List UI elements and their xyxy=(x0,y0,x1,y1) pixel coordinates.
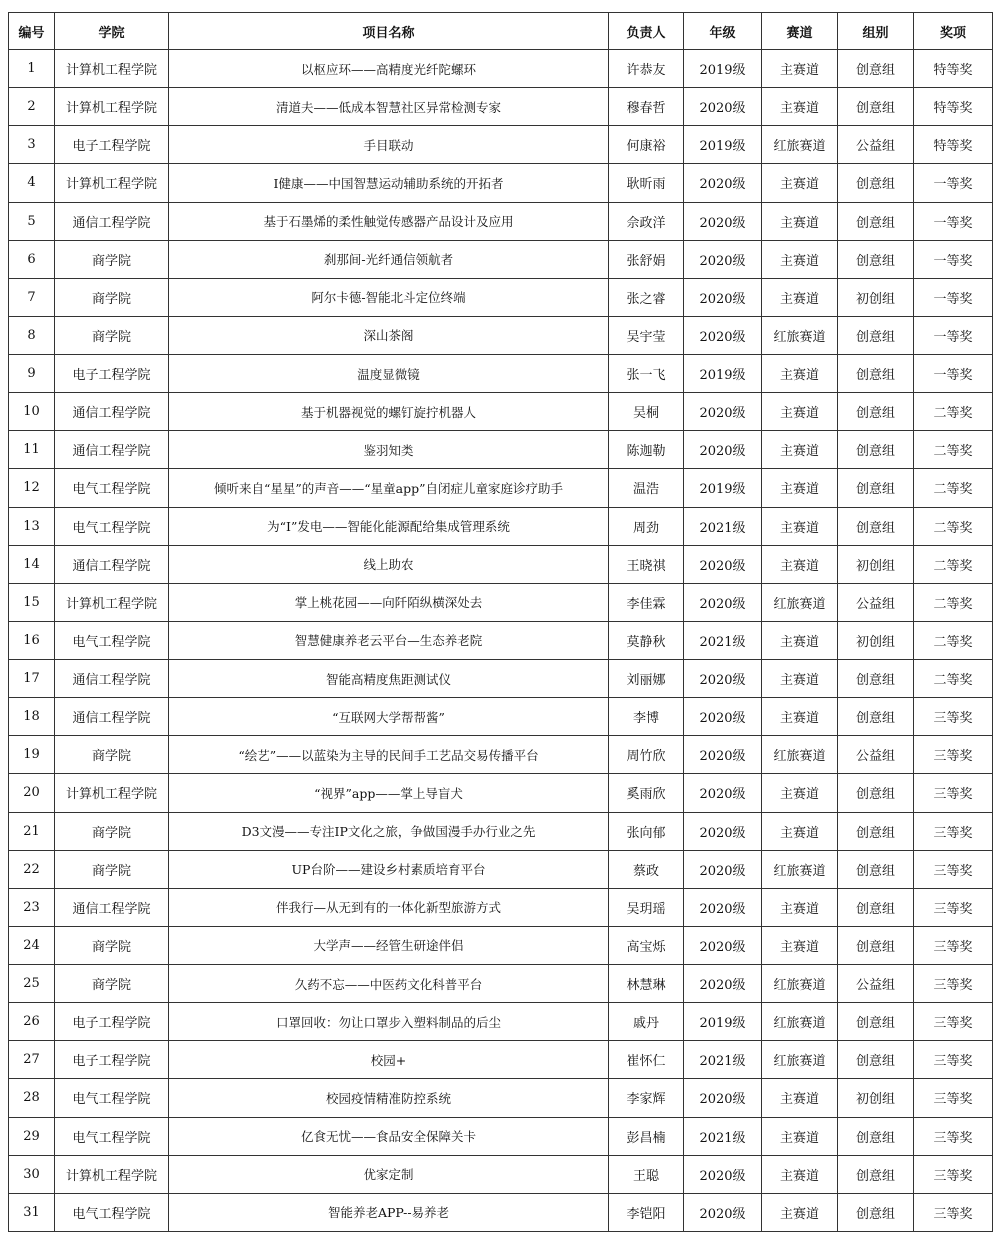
table-row xyxy=(9,1193,993,1231)
cell-grade: 2020级 xyxy=(684,240,762,278)
cell-project-name: 校园+ xyxy=(169,1041,609,1079)
cell-project-name: 优家定制 xyxy=(169,1155,609,1193)
cell-project-name: 基于机器视觉的螺钉旋拧机器人 xyxy=(169,393,609,431)
cell-grade: 2020级 xyxy=(684,202,762,240)
cell-track: 主赛道 xyxy=(762,88,838,126)
cell-college: 电气工程学院 xyxy=(55,1117,169,1155)
cell-award: 一等奖 xyxy=(914,240,993,278)
table-row xyxy=(9,926,993,964)
cell-project-name: 基于石墨烯的柔性触觉传感器产品设计及应用 xyxy=(169,202,609,240)
cell-index: 27 xyxy=(9,1041,55,1079)
table-row xyxy=(9,1041,993,1079)
cell-group: 公益组 xyxy=(838,736,914,774)
cell-grade: 2020级 xyxy=(684,774,762,812)
table-row xyxy=(9,583,993,621)
cell-project-name: 刹那间-光纤通信领航者 xyxy=(169,240,609,278)
cell-grade: 2021级 xyxy=(684,1117,762,1155)
cell-index: 28 xyxy=(9,1079,55,1117)
cell-grade: 2020级 xyxy=(684,926,762,964)
header-award: 奖项 xyxy=(914,13,993,50)
cell-index: 3 xyxy=(9,126,55,164)
cell-award: 一等奖 xyxy=(914,355,993,393)
header-leader: 负责人 xyxy=(609,13,684,50)
table-row xyxy=(9,888,993,926)
table-row xyxy=(9,698,993,736)
cell-track: 主赛道 xyxy=(762,774,838,812)
cell-leader: 李铠阳 xyxy=(609,1193,684,1231)
cell-award: 二等奖 xyxy=(914,469,993,507)
cell-college: 通信工程学院 xyxy=(55,660,169,698)
table-row xyxy=(9,316,993,354)
cell-track: 主赛道 xyxy=(762,278,838,316)
cell-group: 创意组 xyxy=(838,50,914,88)
cell-leader: 李佳霖 xyxy=(609,583,684,621)
cell-college: 电子工程学院 xyxy=(55,1041,169,1079)
cell-grade: 2020级 xyxy=(684,660,762,698)
cell-group: 初创组 xyxy=(838,278,914,316)
cell-leader: 穆春哲 xyxy=(609,88,684,126)
cell-project-name: 阿尔卡德-智能北斗定位终端 xyxy=(169,278,609,316)
cell-grade: 2020级 xyxy=(684,888,762,926)
cell-index: 29 xyxy=(9,1117,55,1155)
cell-track: 红旅赛道 xyxy=(762,850,838,888)
cell-award: 二等奖 xyxy=(914,583,993,621)
header-index: 编号 xyxy=(9,13,55,50)
cell-college: 通信工程学院 xyxy=(55,888,169,926)
cell-group: 创意组 xyxy=(838,1155,914,1193)
cell-college: 通信工程学院 xyxy=(55,393,169,431)
cell-leader: 刘丽娜 xyxy=(609,660,684,698)
cell-leader: 耿昕雨 xyxy=(609,164,684,202)
table-row xyxy=(9,736,993,774)
cell-index: 24 xyxy=(9,926,55,964)
cell-leader: 周竹欣 xyxy=(609,736,684,774)
table-row xyxy=(9,1155,993,1193)
cell-project-name: I健康——中国智慧运动辅助系统的开拓者 xyxy=(169,164,609,202)
cell-index: 13 xyxy=(9,507,55,545)
cell-grade: 2020级 xyxy=(684,1193,762,1231)
cell-college: 计算机工程学院 xyxy=(55,164,169,202)
cell-track: 主赛道 xyxy=(762,1117,838,1155)
cell-project-name: 智能高精度焦距测试仪 xyxy=(169,660,609,698)
cell-index: 7 xyxy=(9,278,55,316)
cell-grade: 2020级 xyxy=(684,965,762,1003)
cell-award: 二等奖 xyxy=(914,507,993,545)
cell-index: 11 xyxy=(9,431,55,469)
table-row xyxy=(9,621,993,659)
cell-award: 三等奖 xyxy=(914,888,993,926)
cell-grade: 2020级 xyxy=(684,1155,762,1193)
cell-index: 19 xyxy=(9,736,55,774)
cell-group: 创意组 xyxy=(838,812,914,850)
cell-project-name: 以枢应环——高精度光纤陀螺环 xyxy=(169,50,609,88)
cell-award: 二等奖 xyxy=(914,545,993,583)
cell-college: 电子工程学院 xyxy=(55,126,169,164)
table-row xyxy=(9,88,993,126)
cell-award: 特等奖 xyxy=(914,50,993,88)
cell-award: 三等奖 xyxy=(914,1003,993,1041)
header-grade: 年级 xyxy=(684,13,762,50)
cell-grade: 2020级 xyxy=(684,698,762,736)
cell-college: 商学院 xyxy=(55,850,169,888)
table-row xyxy=(9,812,993,850)
cell-college: 电气工程学院 xyxy=(55,621,169,659)
table-row xyxy=(9,164,993,202)
cell-group: 创意组 xyxy=(838,1117,914,1155)
cell-track: 主赛道 xyxy=(762,202,838,240)
cell-grade: 2020级 xyxy=(684,1079,762,1117)
cell-award: 三等奖 xyxy=(914,1079,993,1117)
cell-track: 主赛道 xyxy=(762,698,838,736)
cell-group: 创意组 xyxy=(838,888,914,926)
cell-index: 16 xyxy=(9,621,55,659)
cell-index: 12 xyxy=(9,469,55,507)
cell-project-name: 大学声——经管生研途伴侣 xyxy=(169,926,609,964)
cell-project-name: 鉴羽知类 xyxy=(169,431,609,469)
cell-group: 创意组 xyxy=(838,698,914,736)
cell-project-name: 智慧健康养老云平台—生态养老院 xyxy=(169,621,609,659)
cell-group: 公益组 xyxy=(838,126,914,164)
table-row xyxy=(9,1079,993,1117)
cell-group: 创意组 xyxy=(838,507,914,545)
cell-group: 创意组 xyxy=(838,774,914,812)
cell-leader: 许恭友 xyxy=(609,50,684,88)
table-row xyxy=(9,50,993,88)
cell-track: 主赛道 xyxy=(762,1079,838,1117)
cell-project-name: 掌上桃花园——向阡陌纵横深处去 xyxy=(169,583,609,621)
cell-index: 6 xyxy=(9,240,55,278)
cell-leader: 蔡政 xyxy=(609,850,684,888)
cell-track: 主赛道 xyxy=(762,50,838,88)
cell-group: 公益组 xyxy=(838,965,914,1003)
cell-index: 25 xyxy=(9,965,55,1003)
cell-college: 电气工程学院 xyxy=(55,469,169,507)
cell-grade: 2020级 xyxy=(684,88,762,126)
cell-grade: 2020级 xyxy=(684,164,762,202)
cell-project-name: 深山茶阁 xyxy=(169,316,609,354)
cell-group: 创意组 xyxy=(838,393,914,431)
table-row xyxy=(9,1003,993,1041)
cell-leader: 张一飞 xyxy=(609,355,684,393)
cell-college: 计算机工程学院 xyxy=(55,774,169,812)
cell-college: 商学院 xyxy=(55,240,169,278)
cell-index: 14 xyxy=(9,545,55,583)
cell-college: 电气工程学院 xyxy=(55,1079,169,1117)
cell-track: 红旅赛道 xyxy=(762,736,838,774)
cell-index: 4 xyxy=(9,164,55,202)
cell-project-name: 为“I”发电——智能化能源配给集成管理系统 xyxy=(169,507,609,545)
cell-index: 2 xyxy=(9,88,55,126)
cell-college: 电子工程学院 xyxy=(55,355,169,393)
cell-group: 创意组 xyxy=(838,240,914,278)
cell-grade: 2020级 xyxy=(684,812,762,850)
cell-group: 创意组 xyxy=(838,88,914,126)
cell-leader: 吴玥瑶 xyxy=(609,888,684,926)
cell-grade: 2019级 xyxy=(684,355,762,393)
cell-leader: 李家辉 xyxy=(609,1079,684,1117)
cell-group: 初创组 xyxy=(838,1079,914,1117)
cell-college: 商学院 xyxy=(55,736,169,774)
table-row xyxy=(9,355,993,393)
cell-group: 创意组 xyxy=(838,1193,914,1231)
cell-award: 三等奖 xyxy=(914,1155,993,1193)
cell-project-name: 倾听来自“星星”的声音——“星童app”自闭症儿童家庭诊疗助手 xyxy=(169,469,609,507)
cell-track: 红旅赛道 xyxy=(762,583,838,621)
cell-award: 三等奖 xyxy=(914,926,993,964)
cell-leader: 吴宇莹 xyxy=(609,316,684,354)
cell-group: 创意组 xyxy=(838,1041,914,1079)
cell-index: 26 xyxy=(9,1003,55,1041)
cell-college: 商学院 xyxy=(55,926,169,964)
cell-track: 主赛道 xyxy=(762,240,838,278)
cell-group: 初创组 xyxy=(838,545,914,583)
header-track: 赛道 xyxy=(762,13,838,50)
cell-leader: 彭昌楠 xyxy=(609,1117,684,1155)
cell-leader: 林慧琳 xyxy=(609,965,684,1003)
cell-award: 三等奖 xyxy=(914,1041,993,1079)
table-row xyxy=(9,240,993,278)
header-college: 学院 xyxy=(55,13,169,50)
cell-index: 5 xyxy=(9,202,55,240)
cell-group: 创意组 xyxy=(838,926,914,964)
cell-track: 红旅赛道 xyxy=(762,965,838,1003)
table-row xyxy=(9,774,993,812)
header-group: 组别 xyxy=(838,13,914,50)
cell-award: 三等奖 xyxy=(914,774,993,812)
cell-group: 创意组 xyxy=(838,660,914,698)
cell-track: 红旅赛道 xyxy=(762,126,838,164)
cell-group: 创意组 xyxy=(838,202,914,240)
cell-group: 创意组 xyxy=(838,355,914,393)
cell-track: 主赛道 xyxy=(762,469,838,507)
cell-college: 商学院 xyxy=(55,812,169,850)
cell-project-name: UP台阶——建设乡村素质培育平台 xyxy=(169,850,609,888)
cell-track: 主赛道 xyxy=(762,888,838,926)
cell-college: 通信工程学院 xyxy=(55,698,169,736)
cell-leader: 王聪 xyxy=(609,1155,684,1193)
table-row xyxy=(9,545,993,583)
cell-award: 一等奖 xyxy=(914,202,993,240)
cell-index: 31 xyxy=(9,1193,55,1231)
cell-award: 二等奖 xyxy=(914,621,993,659)
cell-project-name: 线上助农 xyxy=(169,545,609,583)
cell-grade: 2020级 xyxy=(684,850,762,888)
cell-grade: 2020级 xyxy=(684,316,762,354)
cell-college: 商学院 xyxy=(55,316,169,354)
results-table xyxy=(8,12,993,1232)
cell-project-name: 智能养老APP--易养老 xyxy=(169,1193,609,1231)
cell-grade: 2021级 xyxy=(684,621,762,659)
cell-college: 商学院 xyxy=(55,965,169,1003)
cell-grade: 2020级 xyxy=(684,583,762,621)
cell-award: 三等奖 xyxy=(914,1193,993,1231)
cell-project-name: “视界”app——掌上导盲犬 xyxy=(169,774,609,812)
cell-track: 主赛道 xyxy=(762,431,838,469)
cell-track: 主赛道 xyxy=(762,926,838,964)
cell-college: 计算机工程学院 xyxy=(55,583,169,621)
cell-project-name: 温度显微镜 xyxy=(169,355,609,393)
cell-group: 创意组 xyxy=(838,431,914,469)
cell-track: 红旅赛道 xyxy=(762,1041,838,1079)
cell-grade: 2019级 xyxy=(684,126,762,164)
cell-track: 红旅赛道 xyxy=(762,1003,838,1041)
cell-group: 创意组 xyxy=(838,164,914,202)
cell-award: 二等奖 xyxy=(914,431,993,469)
cell-college: 电子工程学院 xyxy=(55,1003,169,1041)
cell-college: 计算机工程学院 xyxy=(55,88,169,126)
cell-track: 主赛道 xyxy=(762,1193,838,1231)
table-row xyxy=(9,660,993,698)
cell-group: 公益组 xyxy=(838,583,914,621)
cell-project-name: 校园疫情精准防控系统 xyxy=(169,1079,609,1117)
table-row xyxy=(9,1117,993,1155)
table-row xyxy=(9,126,993,164)
cell-project-name: 清道夫——低成本智慧社区异常检测专家 xyxy=(169,88,609,126)
cell-leader: 吴桐 xyxy=(609,393,684,431)
cell-index: 23 xyxy=(9,888,55,926)
cell-project-name: 伴我行—从无到有的一体化新型旅游方式 xyxy=(169,888,609,926)
cell-index: 18 xyxy=(9,698,55,736)
cell-track: 主赛道 xyxy=(762,507,838,545)
cell-group: 初创组 xyxy=(838,621,914,659)
cell-grade: 2019级 xyxy=(684,50,762,88)
cell-leader: 温浩 xyxy=(609,469,684,507)
cell-leader: 张舒娟 xyxy=(609,240,684,278)
cell-college: 计算机工程学院 xyxy=(55,50,169,88)
cell-college: 计算机工程学院 xyxy=(55,1155,169,1193)
cell-college: 通信工程学院 xyxy=(55,431,169,469)
cell-award: 三等奖 xyxy=(914,698,993,736)
cell-project-name: D3文漫——专注IP文化之旅，争做国漫手办行业之先 xyxy=(169,812,609,850)
cell-college: 电气工程学院 xyxy=(55,1193,169,1231)
cell-award: 特等奖 xyxy=(914,88,993,126)
cell-project-name: “绘艺”——以蓝染为主导的民间手工艺品交易传播平台 xyxy=(169,736,609,774)
cell-award: 一等奖 xyxy=(914,164,993,202)
cell-grade: 2020级 xyxy=(684,278,762,316)
cell-track: 主赛道 xyxy=(762,545,838,583)
cell-index: 21 xyxy=(9,812,55,850)
cell-grade: 2020级 xyxy=(684,393,762,431)
cell-project-name: 久药不忘——中医药文化科普平台 xyxy=(169,965,609,1003)
cell-college: 通信工程学院 xyxy=(55,545,169,583)
cell-award: 三等奖 xyxy=(914,812,993,850)
table-body xyxy=(9,50,993,1232)
cell-grade: 2019级 xyxy=(684,469,762,507)
header-row xyxy=(9,13,993,50)
cell-index: 22 xyxy=(9,850,55,888)
cell-leader: 张之睿 xyxy=(609,278,684,316)
cell-award: 一等奖 xyxy=(914,278,993,316)
cell-college: 电气工程学院 xyxy=(55,507,169,545)
cell-grade: 2020级 xyxy=(684,545,762,583)
cell-index: 15 xyxy=(9,583,55,621)
cell-grade: 2021级 xyxy=(684,507,762,545)
cell-leader: 奚雨欣 xyxy=(609,774,684,812)
cell-leader: 高宝烁 xyxy=(609,926,684,964)
cell-award: 特等奖 xyxy=(914,126,993,164)
cell-award: 一等奖 xyxy=(914,316,993,354)
cell-index: 10 xyxy=(9,393,55,431)
cell-award: 三等奖 xyxy=(914,1117,993,1155)
table-row xyxy=(9,469,993,507)
cell-index: 9 xyxy=(9,355,55,393)
cell-college: 商学院 xyxy=(55,278,169,316)
cell-grade: 2019级 xyxy=(684,1003,762,1041)
cell-leader: 李博 xyxy=(609,698,684,736)
cell-index: 20 xyxy=(9,774,55,812)
cell-group: 创意组 xyxy=(838,1003,914,1041)
table-row xyxy=(9,393,993,431)
cell-track: 主赛道 xyxy=(762,1155,838,1193)
cell-index: 30 xyxy=(9,1155,55,1193)
cell-leader: 佘政洋 xyxy=(609,202,684,240)
table-row xyxy=(9,431,993,469)
cell-award: 二等奖 xyxy=(914,660,993,698)
cell-group: 创意组 xyxy=(838,850,914,888)
cell-leader: 莫静秋 xyxy=(609,621,684,659)
cell-group: 创意组 xyxy=(838,469,914,507)
table-row xyxy=(9,507,993,545)
cell-award: 三等奖 xyxy=(914,850,993,888)
cell-project-name: 手目联动 xyxy=(169,126,609,164)
cell-grade: 2020级 xyxy=(684,736,762,774)
cell-leader: 周劲 xyxy=(609,507,684,545)
cell-college: 通信工程学院 xyxy=(55,202,169,240)
cell-track: 主赛道 xyxy=(762,812,838,850)
cell-track: 红旅赛道 xyxy=(762,316,838,354)
cell-leader: 张向郁 xyxy=(609,812,684,850)
cell-leader: 陈迦勒 xyxy=(609,431,684,469)
cell-track: 主赛道 xyxy=(762,164,838,202)
cell-leader: 何康裕 xyxy=(609,126,684,164)
table-row xyxy=(9,965,993,1003)
cell-award: 二等奖 xyxy=(914,393,993,431)
table-row xyxy=(9,278,993,316)
cell-project-name: 亿食无忧——食品安全保障关卡 xyxy=(169,1117,609,1155)
cell-track: 主赛道 xyxy=(762,621,838,659)
cell-award: 三等奖 xyxy=(914,965,993,1003)
cell-track: 主赛道 xyxy=(762,355,838,393)
cell-index: 8 xyxy=(9,316,55,354)
cell-group: 创意组 xyxy=(838,316,914,354)
cell-track: 主赛道 xyxy=(762,660,838,698)
cell-index: 17 xyxy=(9,660,55,698)
cell-leader: 崔怀仁 xyxy=(609,1041,684,1079)
table-row xyxy=(9,202,993,240)
cell-grade: 2020级 xyxy=(684,431,762,469)
cell-leader: 王晓祺 xyxy=(609,545,684,583)
table-row xyxy=(9,850,993,888)
header-project-name: 项目名称 xyxy=(169,13,609,50)
cell-track: 主赛道 xyxy=(762,393,838,431)
cell-grade: 2021级 xyxy=(684,1041,762,1079)
cell-project-name: “互联网大学帮帮酱” xyxy=(169,698,609,736)
cell-award: 三等奖 xyxy=(914,736,993,774)
cell-project-name: 口罩回收：勿让口罩步入塑料制品的后尘 xyxy=(169,1003,609,1041)
cell-leader: 戚丹 xyxy=(609,1003,684,1041)
cell-index: 1 xyxy=(9,50,55,88)
